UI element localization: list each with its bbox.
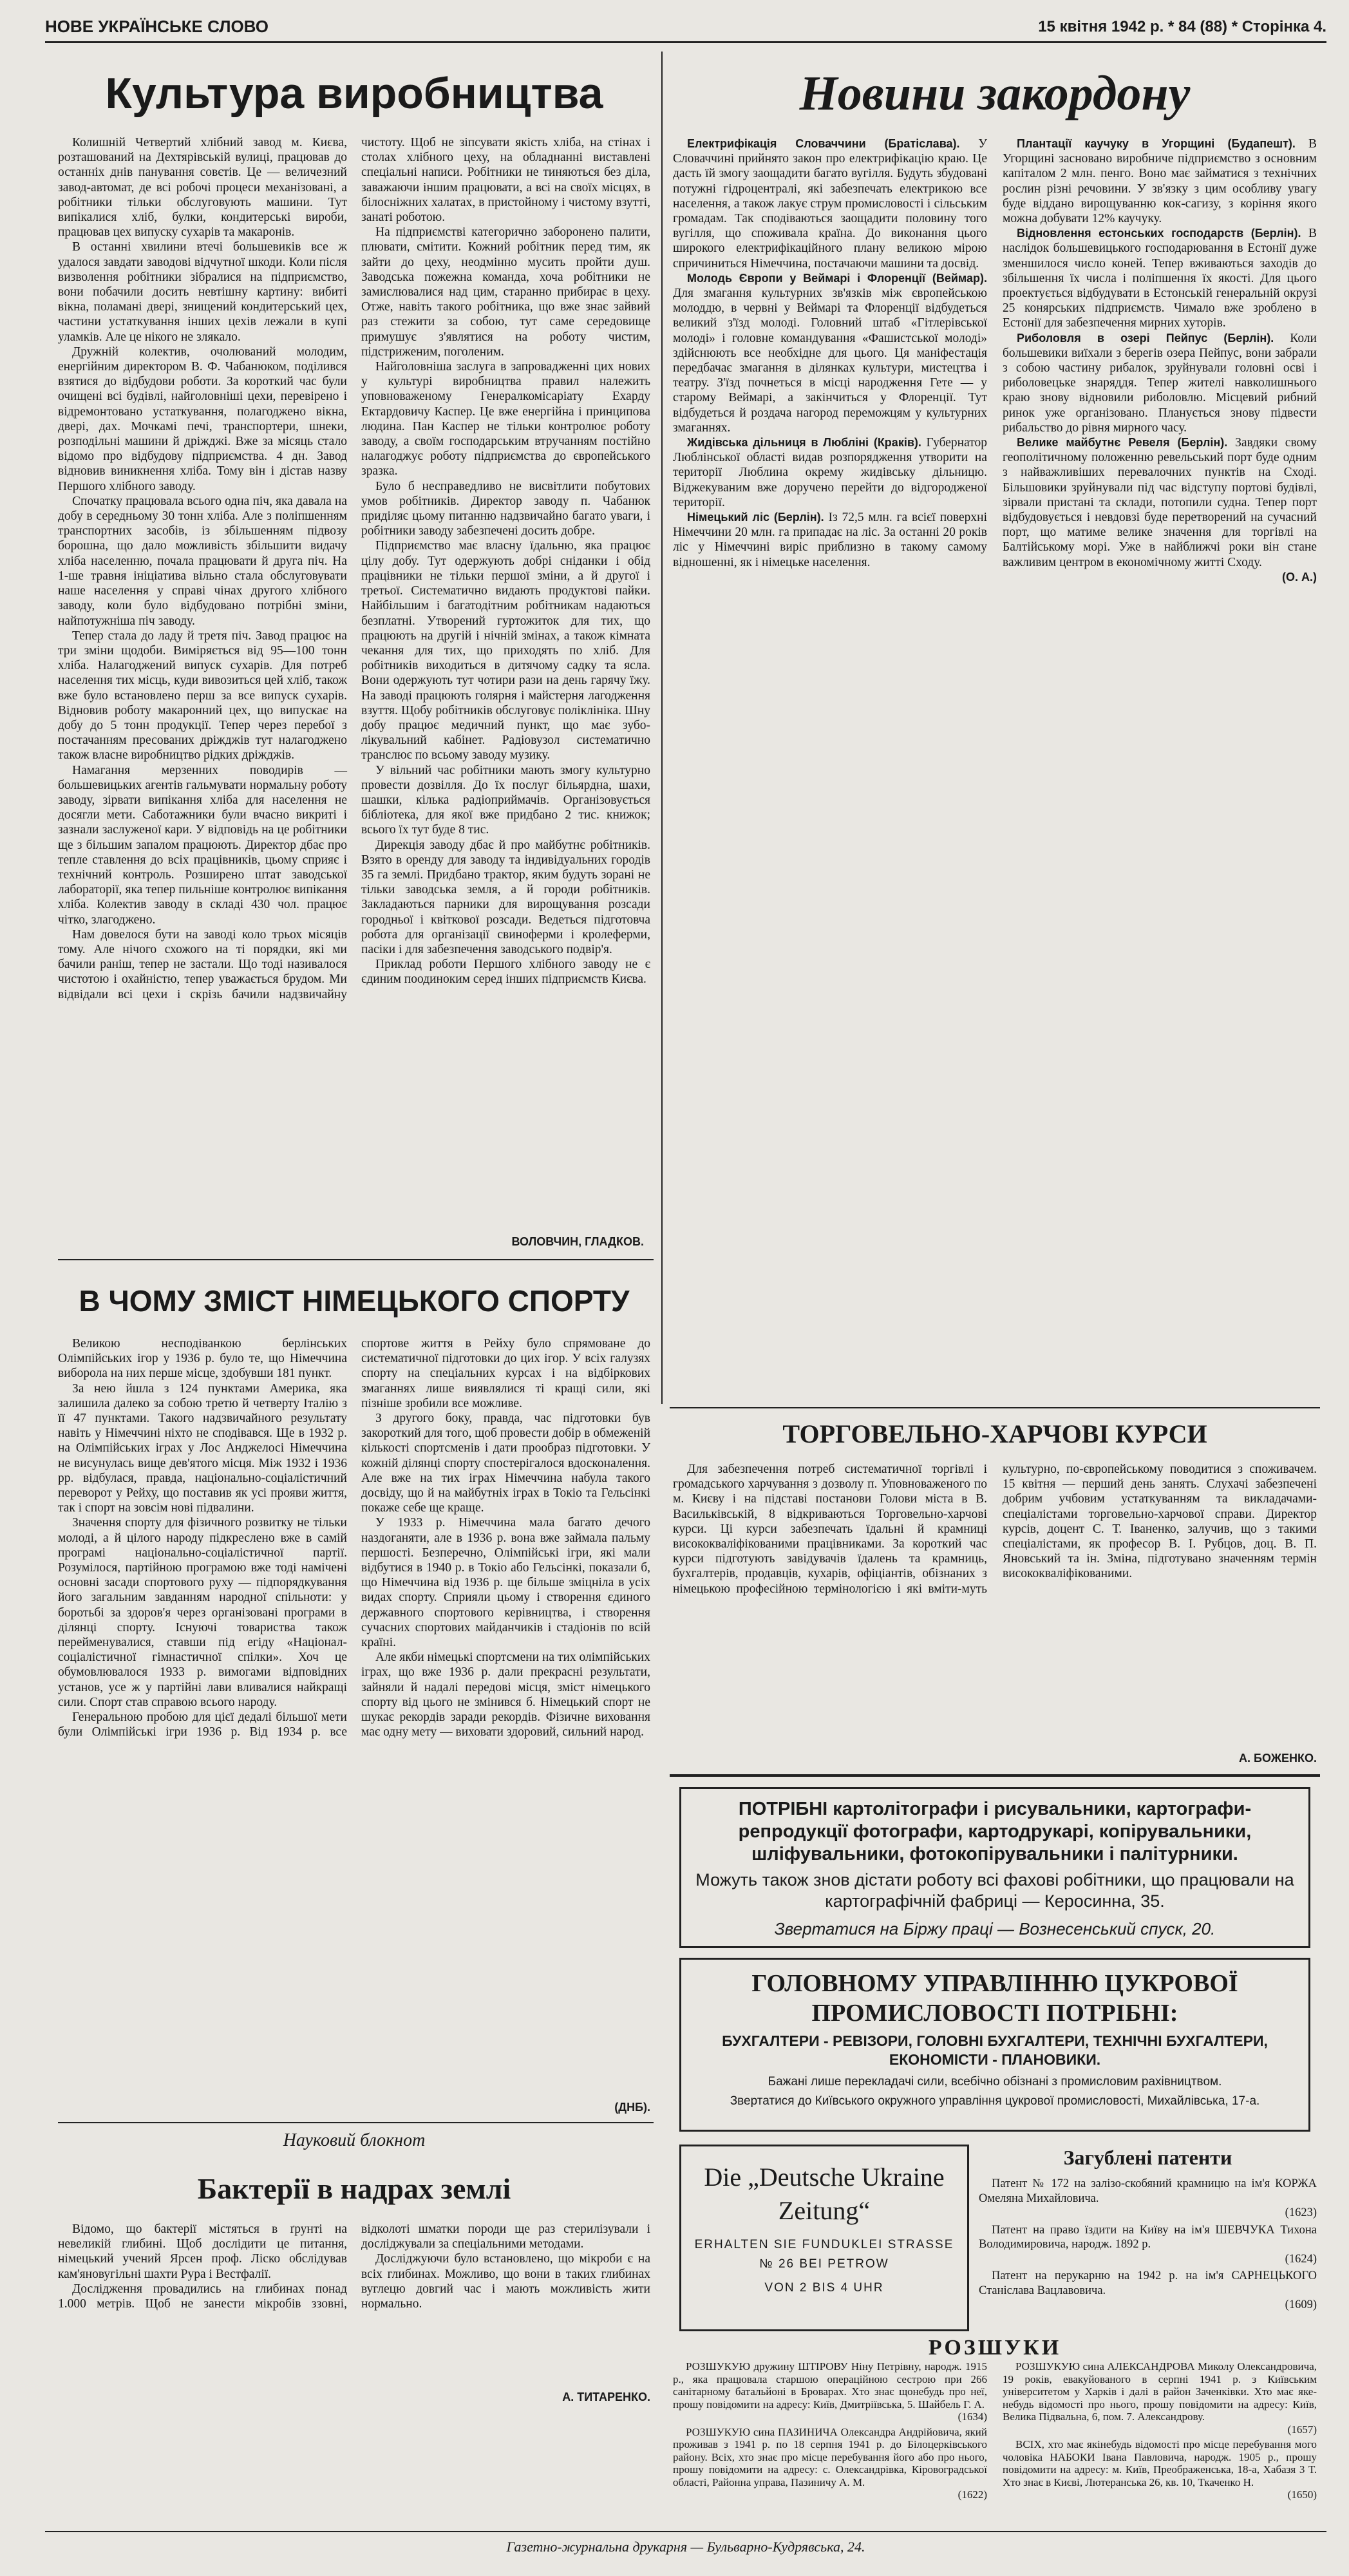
science-para: Дослідження провадились на глибинах понад 1.000 метрів. Щоб не занести мікробів ззовні, відколоті шматки породи ще раз стерилізували і досліджували за спеціальними методами.: [58, 2222, 650, 2311]
culture-para: Нам довелося бути на заводі коло трьох місяців тому. Але нічого схожого на ті порядки, які ми бачили раніш, тепер не застали. Що тоді називалося чистотою і охайністю, тепер уважається брудом. Ми відвідали всі цехи і скрізь бачили надзвичайну чистоту. Щоб не зіпсувати якість хліба, на стінах і столах хлібного цеху, на обладнанні виставлені спеціальні написи. Робітники не тиняються без діла, заважаючи іншим працювати, а всі на своїх місцях, в білосніжних халатах, в пристойному і чистому взутті, занаті роботою.: [58, 136, 650, 1001]
search-item: [673, 2360, 987, 2423]
top-rule: [45, 41, 1326, 43]
culture-para: Спочатку працювала всього одна піч, яка давала на добу в середньому 30 тонн хліба. Але з поліпшенням транспортних засобів, із збільшенням підвозу борошна, що дало можливість збільшити видачу хліба населенню, почала працювати й друга піч. На 1-ше травня ініціатива вільно стала обслуговувати наше населення у справі чінах другого хлібного заводу, коли було відбудовано потрібні зміни, найпотужніша піч заводу.: [58, 494, 347, 628]
news-text: В Угорщині засновано виробниче підприємство з основним капіталом 2 млн. пенго. Воно має займатися з технічних рослин різні речовини. У зв'язку з цим особливу увагу буде віддано вирощуванню кок-сагизу, з коріння якого можна добувати 12% каучуку.: [1003, 137, 1317, 226]
printer-footer: Газетно-журнальна друкарня — Бульварно-Кудрявська, 24.: [506, 2539, 865, 2555]
culture-para: Тепер стала до ладу й третя піч. Завод працює на три зміни щодоби. Виміряється від 95—100 тонн хліба. Налагоджений випуск сухарів. Для потреб населення тих місць, куди вивозиться цей хліб, також вже було встановлено перш за все випуск сухарів. Відновив роботу макаронний цех, що випускає на добу до 5 тонн продукції. Тепер через перебої з постачанням пресованих дріжджів тут налагоджено також власне виробництво рідких дріжджів.: [58, 629, 347, 762]
ad-cartography-footer: Звертатися на Біржу праці — Вознесенський спуск, 20.: [774, 1919, 1216, 1938]
sport-para: За нею йшла з 124 пунктами Америка, яка залишила далеко за собою третю й четверту Італію з її 47 пунктами. Такого надзвичайного результату навіть у Німеччині ніхто не сподівався. Ще в 1932 р. на Олімпійських іграх у Лос Анджелосі Німеччина не висунулась вище дев'ятого місця. Між 1932 і 1936 рр. відбулася, правда, національно-соціалістичний переворот у Рейху, що поставив як усі прояви життя, так і спорт на зовсім нові підвалини.: [58, 1381, 347, 1515]
search-item: [1003, 2438, 1317, 2501]
news-byline: (О. А.): [1282, 570, 1317, 583]
sport-para: Але якби німецькі спортсмени на тих олімпійських іграх, що вже 1936 р. дали прекрасні результати, зайняли й надалі передові місця, зміст німецького спорту від цього не змінився б. Німецький спорт не шукає рекордів заради рекордів. Фізичне виховання має одну мету — виховати здоровий, сильний народ.: [361, 1651, 650, 1739]
ad-sugar-title: ГОЛОВНОМУ УПРАВЛІННЮ ЦУКРОВОЇ ПРОМИСЛОВОСТІ ПОТРІБНІ:: [751, 1970, 1238, 2027]
rule: [58, 2122, 654, 2123]
news-head: Німецький ліс (Берлін).: [687, 511, 824, 524]
sport-para: Генеральною пробою для цієї дедалі більшої мети були Олімпійські ігри 1936 р. Від 1934 р. все спортове життя в Рейху було спрямоване до систематичної підготовки до цих ігор. У всіх галузях спорту на спеціальних курсах і на відбіркових змаганнях лише виявлялися ті кращі сили, які пізніше зробили все можливе.: [58, 1337, 650, 1739]
sport-para: У 1933 р. Німеччина мала багато дечого наздоганяти, але в 1936 р. вона вже займала пальму першості. Безперечно, Олімпійські ігри, які мали відбутися в 1940 р. в Токіо або Гельсінкі, показали б, що Німеччина від 1936 р. ще більше зміцніла в усіх видах спорту. Сприяли цьому і створення єдиного державного спортового керівництва, і створення сучасних спортових майданчиків і стадіонів по всій країні.: [361, 1516, 650, 1650]
search-text: РОЗШУКУЮ дружину ШТІРОВУ Ніну Петрівну, народж. 1915 р., яка працювала старшою операційною сестрою при 266 санітарному батальйоні в Броварах. Хто знає щонебудь про неї, прошу повідомити на адресу: Київ, Дмитріївська, 5. Шайбель Г. А.: [673, 2360, 987, 2410]
culture-byline: ВОЛОВЧИН, ГЛАДКОВ.: [511, 1235, 644, 1248]
search-item: [673, 2426, 987, 2501]
culture-para: В останні хвилини втечі большевиків все ж удалося завдати заводові відчутної шкоди. Коли після визволення робітники зібралися на підприємство, вони побачили досить невтішну картину: вибиті вікна, поламані двері, знищений кондитерський цех, частини устаткування інших цехів лежали в купі уламків. Але це нікого не злякало.: [58, 240, 347, 344]
masthead: [45, 13, 1326, 41]
culture-para: Приклад роботи Першого хлібного заводу не є єдиним поодиноким серед інших підприємств Києва.: [361, 958, 650, 987]
news-head: Електрифікація Словаччини (Братіслава).: [687, 137, 960, 150]
ad-duz-line2: ERHALTEN SIE FUNDUKLEI STRASSE № 26 BEI PETROW: [694, 2238, 954, 2271]
search-num: (1634): [958, 2410, 987, 2423]
courses-byline: А. БОЖЕНКО.: [1239, 1752, 1317, 1765]
culture-para: Дружній колектив, очолюваний молодим, енергійним директором В. Ф. Чабанюком, поділився взятися до відбудови роботи. За короткий час були очищені всі будівлі, найголовніші цехи, перевірено і відремонтовано устаткування, полагоджено вікна, двері, дах. Мочкамі печі, транспортери, шнеки, розподільні машини й дріжджі. Вже за місяць стало відомо про відбудову підприємства. 4 дн. Завод відновив виникнення хліба. Тому він і дістав назву Першого хлібного заводу.: [58, 345, 347, 493]
culture-para: Колишній Четвертий хлібний завод м. Києва, розташований на Дехтярівській вулиці, працював до останніх днів панування совєтів. Це — величезний завод-автомат, де всі робочі процеси механізовані, а робітники тільки обслуговують машини. Тут випікалися хліб, булки, кондитерські вироби, працював цех випуску сухарів та макаронів.: [58, 136, 347, 240]
news-item: [1003, 137, 1317, 226]
ad-duz: [679, 2145, 969, 2331]
ad-sugar-list: БУХГАЛТЕРИ - РЕВІЗОРИ, ГОЛОВНІ БУХГАЛТЕРИ, ТЕХНІЧНІ БУХГАЛТЕРИ, ЕКОНОМІСТИ - ПЛАНОВИКИ.: [722, 2032, 1268, 2068]
culture-para: Намагання мерзенних поводирів — большевицьких агентів гальмувати нормальну роботу заводу, зірвати випікання хліба для населення не досягли мети. Саботажники були вчасно викриті і зазнали заслуженої кари. У відповідь на це робітники ще з більшим запалом працюють. Директор дбає про тепле ставлення до всіх працівників, цьому сприяє і технічний контроль. Розширено штат заводської лабораторії, яка тепер пильніше контролює випікання хліба. Колектив заводу в складі 430 чол. працює чітко, злагоджено.: [58, 763, 347, 927]
culture-para: Було б несправедливо не висвітлити побутових умов робітників. Директор заводу п. Чабанюк приділяє цьому питанню надзвичайно багато уваги, і робітники заводу забезпечені досить добре.: [361, 479, 650, 538]
ad-sugar-note1: Бажані лише перекладачі сили, всебічно обізнані з промисловим рахівництвом.: [768, 2075, 1222, 2088]
culture-para: У вільний час робітники мають змогу культурно провести дозвілля. До їх послуг більярдна, шахи, шашки, кілька радіоприймачів. Організовується бібліотека, для якої вже придбано 2 тис. книжок; всього їх тут буде 8 тис.: [361, 763, 650, 837]
news-head: Відновлення естонських господарств (Берлін).: [1017, 227, 1301, 240]
ad-cartography-text: ПОТРІБНІ картолітографи і рисувальники, картографи-репродукції фотографи, картодрукарі, копірувальники, шліфувальники, фотокопірувальники і палітурники.: [738, 1799, 1252, 1864]
patent-text: Патент на право їздити на Київу на ім'я ШЕВЧУКА Тихона Володимировича, народж. 1892 р.: [979, 2223, 1317, 2251]
search-right: [1003, 2360, 1317, 2504]
search-text: РОЗШУКУЮ сина АЛЕКСАНДРОВА Миколу Олександровича, 19 років, евакуйованого в серпні 1941 р. з Київським університетом у Харків і далі в район Заченківки. Хто має яке-небудь відомості про нього, прошу повідомити на адресу: Київ, Велика Підвальна, 6, пом. 7. Александрову.: [1003, 2360, 1317, 2423]
sport-body: [58, 1336, 650, 2103]
news-item: [673, 271, 987, 435]
sport-para: Великою несподіванкою берлінських Олімпійських ігор у 1936 р. було те, що Німеччина виборола на них перше місце, здобувши 181 пункт.: [58, 1337, 347, 1381]
news-item: [673, 137, 987, 271]
search-left: [673, 2360, 987, 2504]
news-item: [673, 510, 987, 570]
news-text: Губернатор Люблінської області видав розпорядження утворити на території Люблина окрему жидівську дільницю. Віджекуваним вже доручено перейти до відгородженої території.: [673, 436, 987, 509]
search-num: (1650): [1287, 2488, 1317, 2501]
bottom-rule: [45, 2531, 1326, 2532]
search-text: ВСІХ, хто має якінебудь відомості про місце перебування мого чоловіка НАБОКИ Івана Павловича, народж. 1905 р., прошу повідомити на адресу: м. Київ, Преображенська, 18-а, Хабазя 3 Т. Хто знає в Києві, Лютеранська 26, кв. 10, Ткаченко Н.: [1003, 2438, 1317, 2488]
ad-sugar-note2: Звертатися до Київського окружного управління цукрової промисловості, Михайлівська, 17-а.: [730, 2094, 1260, 2108]
news-body: [673, 137, 1317, 1386]
ad-duz-line1: Die „Deutsche Ukraine Zeitung“: [704, 2163, 945, 2225]
ad-duz-line3: VON 2 BIS 4 UHR: [764, 2281, 884, 2295]
ad-sugar: [679, 1958, 1310, 2132]
culture-para: На підприємстві категорично заборонено палити, плювати, смітити. Кожний робітник перед тим, як зайти до цеху, неодмінно мусить пройти душ. Заводська пожежна команда, хоча робітники не замислювалися над цим, старанно прибирає в цеху. Отже, навіть такого робітника, що вже знає зайвий раз стежити за собою, тут саме середовище примушує з'являтися на роботу чистим, підстриженим, поголеним.: [361, 225, 650, 359]
courses-body: [673, 1462, 1317, 1745]
search-title: РОЗШУКИ: [928, 2336, 1062, 2360]
culture-body: [58, 135, 650, 1243]
issue-meta: 15 квітня 1942 р. * 84 (88) * Сторінка 4.: [1038, 18, 1326, 35]
culture-para: Найголовніша заслуга в запровадженні цих нових у культурі виробництва правил належить уповноваженому Генералкомісаріату Ехарду Ектардовичу Каспер. Це вже енергійна і принципова людина. Пан Каспер не тільки контролює роботу заводу, а своїм господарським втручанням постійно налагоджує роботу підприємства до європейського зразка.: [361, 360, 650, 478]
patent-item: [979, 2269, 1317, 2313]
search-text: РОЗШУКУЮ сина ПАЗИНИЧА Олександра Андрійовича, який проживав з 1941 р. по 18 серпня 1941 р. до Білоцерківського району. Всіх, хто знає про місце перебування його або про нього, прошу повідомити на адресу: с. Олександрівка, Кіровоградської області, Районна управа, Пазиничу А. М.: [673, 2425, 987, 2488]
ad-cartography-line2: Можуть також знов дістати роботу всі фахові робітники, що працювали на картографічній фабриці — Керосинна, 35.: [695, 1870, 1294, 1911]
search-item: [1003, 2360, 1317, 2436]
science-para: Досліджуючи було встановлено, що мікроби є на всіх глибинах. Можливо, що вони в таких глибинах вуглецю довгий час і мають можливість жити нормально.: [361, 2252, 650, 2311]
courses-title: ТОРГОВЕЛЬНО-ХАРЧОВІ КУРСИ: [782, 1419, 1207, 1448]
news-text: У Словаччині прийнято закон про електрифікацію краю. Це дасть їй змогу заощадити багато вугілля. Будуть збудовані потужні гідроцентралі, які забезпечать електрикою все населення, а також лакує струм промисловості і сільським громадам. Так сподіваються заощадити половину того вугілля, що споживала країна. До виконання цього широкого електрифікаційного плану великою мірою спричиниться Німеччина, постачаючи машини та досвід.: [673, 137, 987, 270]
news-head: Велике майбутнє Ревеля (Берлін).: [1017, 436, 1228, 450]
news-text: Коли большевики виїхали з берегів озера Пейпус, вони забрали з собою частину рибалок, зруйнували головні осві і риболовецьке знаряддя. Тепер жителі навколишнього краю знову відновили риболовлю. Місцевий рибний ринок уже організовано. Планується знову підвести рибальство до рівня мирного часу.: [1003, 331, 1317, 435]
patents-title: Загублені патенти: [1063, 2146, 1232, 2169]
ad-cartography: [679, 1787, 1310, 1948]
news-item: [1003, 435, 1317, 570]
culture-title: Культура виробництва: [105, 69, 603, 118]
sport-byline: (ДНБ).: [614, 2101, 650, 2114]
culture-para: Підприємство має власну їдальню, яка працює цілу добу. Тут одержують добрі сніданки і обід працівники не тільки першої зміни, а й другої і третьої. Систематично видають продуктові пайки. Найбільшим і багатодітним робітникам надаються безплатні. Утворений гуртожиток для тих, що працюють на другій і нічній змінах, а також кімната чекання для тих, що приходять по хліб. Для робітників виходиться в дитячому садку та ясла. Вони одержують тут чотири рази на день гарячу їжу. На заводі працюють голярня і майстерня лагодження взуття. Щобу робітників обслуговує поліклініка. Шну добу працює медичний пункт, що має зубо-лікувальний кабінет. Радіовузол систематично транслює по всьому заводу музику.: [361, 539, 650, 762]
science-kicker: Науковий блокнот: [283, 2130, 426, 2150]
culture-para: Дирекція заводу дбає й про майбутнє робітників. Взято в оренду для заводу та індивідуальних городів 35 га землі. Придбано трактор, яким будуть зорані не тільки заводська земля, а й городи робітників. Закладаються парники для вирощування розсади городньої і квіткової розсади. Ведеться підготовча робота для організації свиноферми і кролеферми, пасіки і для забезпечення заводського подвір'я.: [361, 838, 650, 956]
news-text: Із 72,5 млн. га всієї поверхні Німеччини 20 млн. га припадає на ліс. За останні 20 років ліс у Німеччині виріс приблизно в такому самому відношенні, як і німецьке населення.: [673, 511, 987, 569]
search-num: (1622): [958, 2488, 987, 2501]
news-head: Риболовля в озері Пейпус (Берлін).: [1017, 331, 1274, 345]
patent-item: [979, 2177, 1317, 2221]
science-byline: А. ТИТАРЕНКО.: [562, 2391, 650, 2403]
sport-para: Значення спорту для фізичного розвитку не тільки молоді, а й цілого народу підкреслено вже в самій програмі національно-соціалістичної партії. Розумілося, партійною програмою вже тоді намічені основні засади спортового руху — підпорядкування його загальним завданням народної спільноти: у боротьбі за здоров'я через організовані програми в ділянці спорту. Існуючі товариства також перейменувалися, ставши під егіду «Націонал-соціалістичної гімнастичної спілки». Хоч це обумовлювалося 1933 р. вимогами відповідних установ, усе ж у партійні лави вливалися найкращі сили. Спорт став справою всього народу.: [58, 1516, 347, 1709]
search-num: (1657): [1287, 2423, 1317, 2436]
news-item: [673, 435, 987, 510]
patent-item: [979, 2223, 1317, 2267]
science-para: Відомо, що бактерії містяться в ґрунті на невеликій глибині. Щоб дослідити це питання, німецький учений Ярсен проф. Ліско обслідував кам'яновугільні шахти Рура і Вестфалії.: [58, 2222, 347, 2281]
sport-title: В ЧОМУ ЗМІСТ НІМЕЦЬКОГО СПОРТУ: [79, 1284, 630, 1318]
patent-num: (1623): [1285, 2206, 1317, 2219]
rule: [58, 1259, 654, 1260]
patent-text: Патент № 172 на залізо-скобяний крамницю на ім'я КОРЖА Омеляна Михайловича.: [979, 2177, 1317, 2205]
news-head: Жидівська дільниця в Любліні (Краків).: [687, 436, 921, 450]
science-body: [58, 2222, 650, 2383]
patent-text: Патент на перукарню на 1942 р. на ім'я САРНЕЦЬКОГО Станіслава Вацлавовича.: [979, 2269, 1317, 2297]
news-item: [1003, 226, 1317, 330]
news-head: Плантації каучуку в Угорщині (Будапешт).: [1017, 137, 1296, 150]
patents-list: [979, 2177, 1317, 2315]
sport-para: З другого боку, правда, час підготовки був закороткий для того, щоб провести добір в обмеженій кількості спортсменів і дати прообраз підготовки. У кожній ділянці спорту спостерігалося вдосконалення. Але вже на тих іграх Німеччина набула такого досвіду, що й на майбутніх іграх в Токіо та Гельсінкі покаже себе ще краще.: [361, 1412, 650, 1515]
paper-name: НОВЕ УКРАЇНСЬКЕ СЛОВО: [45, 17, 269, 36]
news-item: [1003, 331, 1317, 435]
patent-num: (1609): [1285, 2298, 1317, 2311]
news-text: В наслідок большевицького господарювання в Естонії дуже зменшилося число коней. Тепер вживаються заходів до збільшення їх числа і поліпшення їх якості. Для цього проектується відбудувати в Естонській генеральній окрузі 25 конярських підприємств. Чимало вже зроблено в Естонії для забезпечення мирних хуторів.: [1003, 227, 1317, 330]
patent-num: (1624): [1285, 2252, 1317, 2266]
news-text: Завдяки свому геополітичному положенню ревельський порт буде одним з найважливіших перевалочних пунктів на Сході. Більшовики зруйнували під час відступу портові будівлі, зірвали пристані та склади, потопили судна. Тепер порт відбудовується і невдовзі буде перетворений на сучасний порт, що матиме велике значення для торгівлі на Балтійському морі. Уже в найближчі роки він стане важливим центром в економічному житті Сходу.: [1003, 436, 1317, 569]
news-text: Для змагання культурних зв'язків між європейською молоддю, в червні у Веймарі та Флоренції відбудеться великий з'їзд молоді. Головний штаб «Гітлерівської молоді» і головне командування «Фашистської молоді» здійснюють все необхідне для цього. Ця маніфестація передбачає змагання в ділянках культури, мистецтва і театру. З'їзд почнеться в місці народження Гете — у старому Веймарі, а закінчиться у Флоренції. Тут відбудеться й роздача нагород переможцям у культурних змаганнях.: [673, 287, 987, 435]
news-title: Новини закордону: [799, 66, 1191, 120]
science-title: Бактерії в надрах землі: [197, 2172, 511, 2205]
rule: [670, 1407, 1320, 1408]
rule: [670, 1774, 1320, 1777]
column-divider: [661, 52, 663, 1404]
news-head: Молодь Європи у Веймарі і Флоренції (Веймар).: [687, 271, 987, 285]
courses-text: Для забезпечення потреб систематичної торгівлі і громадського харчування з дозволу п. Уповноваженого по м. Києву і на підставі постанови Голови міста в В. Васильківській, 8 відкриваються Торговельно-харчові курси. Ці курси забезпечать їдальні й крамниці висококваліфікованими працівниками. За короткий час курси підготують завідувачів їдалень та крамниць, бухгалтерів, продавців, кухарів, офіціантів, обізнаних з німецькою професійною термінологією і які вміти-муть культурно, по-європейському поводитися з споживачем. 15 квітня — перший день занять. Слухачі забезпечені добрим учбовим устаткуванням та викладачами-спеціалістами торговельно-харчової справи. Директор курсів, доцент С. Т. Іваненко, залучив, що з такими спеціалістами, як професор В. І. Рубцов, доц. В. П. Яновський та ін. Зміна, підготувано значенням термін висококваліфікованими.: [673, 1463, 1317, 1596]
